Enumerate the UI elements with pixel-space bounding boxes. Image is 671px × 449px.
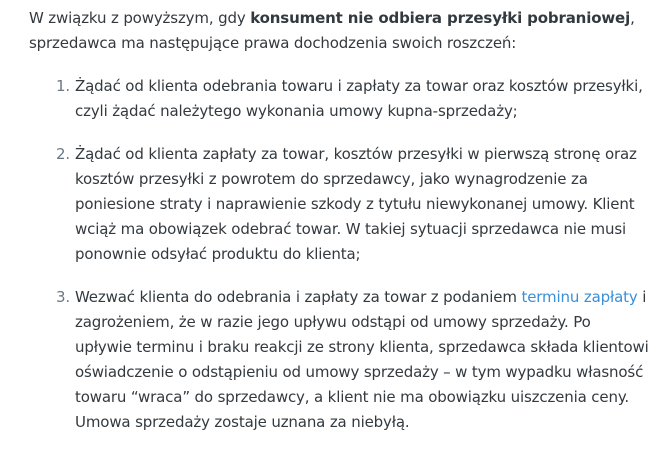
list-item-text-after: i zagrożeniem, że w razie jego upływu odstąpi od umowy sprzedaży. Po upływie terminu i braku reakcji ze strony klienta, sprzedawca składa klientowi oświadczenie o odstąpieniu od umowy sprzedaży – w tym wypadku własność towaru “wraca” do sprzedawcy, a klient nie ma obowiązku uiszczenia ceny. Umowa sprzedaży zostaje uznana za niebyłą. — [75, 288, 649, 431]
list-number: 3. — [56, 288, 71, 306]
list-item-text: Żądać od klienta odebrania towaru i zapłaty za towar oraz kosztów przesyłki, czyli żądać należytego wykonania umowy kupna-sprzedaży; — [75, 77, 643, 120]
list-number: 2. — [56, 145, 71, 163]
intro-bold-text: konsument nie odbiera przesyłki pobraniowej — [250, 9, 631, 27]
list-item-text-before: Wezwać klienta do odebrania i zapłaty za towar z podaniem — [75, 288, 522, 306]
intro-text-before: W związku z powyższym, gdy — [29, 9, 251, 27]
list-item — [29, 285, 651, 435]
payment-term-link[interactable]: terminu zapłaty — [521, 288, 638, 306]
intro-text-after: , sprzedawca ma następujące prawa dochodzenia swoich roszczeń: — [29, 9, 635, 52]
list-item — [29, 74, 651, 124]
list-number: 1. — [56, 77, 71, 95]
list-item — [29, 142, 651, 267]
intro-paragraph — [29, 6, 651, 56]
rights-list — [29, 74, 651, 435]
list-item-text: Żądać od klienta zapłaty za towar, kosztów przesyłki w pierwszą stronę oraz kosztów przesyłki z powrotem do sprzedawcy, jako wynagrodzenie za poniesione straty i naprawienie szkody z tytułu niewykonanej umowy. Klient wciąż ma obowiązek odebrać towar. W takiej sytuacji sprzedawca nie musi ponownie odsyłać produktu do klienta; — [75, 145, 637, 263]
